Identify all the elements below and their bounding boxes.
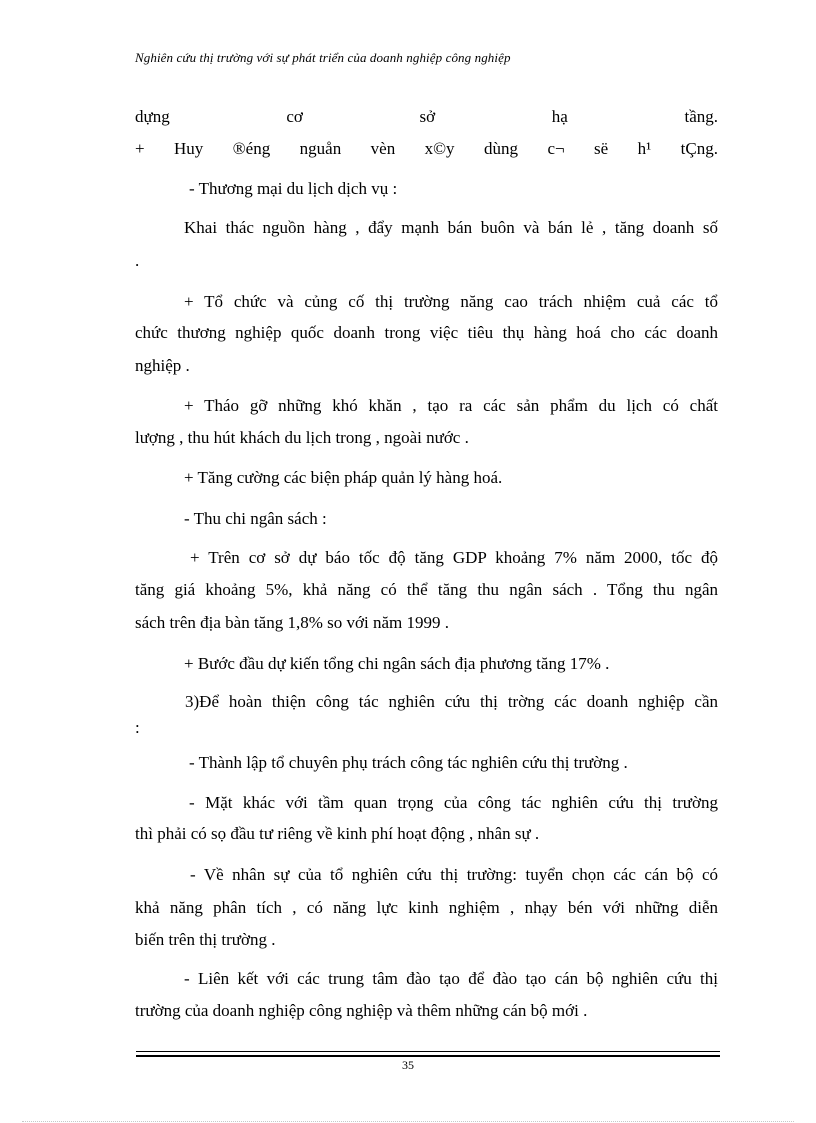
body-line: dựng cơ sở hạ tầng. [135, 107, 718, 126]
body-line: tăng giá khoảng 5%, khả năng có thể tăng thu ngân sách . Tổng thu ngân [135, 580, 718, 599]
body-line: sách trên địa bàn tăng 1,8% so với năm 1999 . [135, 613, 449, 632]
body-line: - Về nhân sự của tổ nghiên cứu thị trường: tuyển chọn các cán bộ có [190, 865, 718, 884]
footer-rule-top [136, 1051, 720, 1052]
body-line: - Thành lập tổ chuyên phụ trách công tác nghiên cứu thị trường . [189, 753, 628, 772]
body-line: + Bước đầu dự kiến tổng chi ngân sách địa phương tăng 17% . [184, 654, 610, 673]
body-line: + Huy ®éng nguån vèn x©y dùng c¬ së h¹ tÇng. [135, 139, 718, 158]
body-line: trường của doanh nghiệp công nghiệp và thêm những cán bộ mới . [135, 1001, 588, 1020]
page-number: 35 [402, 1058, 414, 1072]
footer-rule-bottom [136, 1055, 720, 1057]
body-line: khả năng phân tích , có năng lực kinh nghiệm , nhạy bén với những diễn [135, 898, 718, 917]
body-line: + Tăng cường các biện pháp quản lý hàng hoá. [184, 468, 503, 487]
body-line: + Trên cơ sở dự báo tốc độ tăng GDP khoảng 7% năm 2000, tốc độ [190, 548, 718, 567]
page-edge-divider [22, 1121, 794, 1122]
body-line: + Tháo gỡ những khó khăn , tạo ra các sản phẩm du lịch có chất [184, 396, 718, 415]
body-line: . [135, 251, 140, 270]
body-line: + Tổ chức và củng cố thị trường năng cao trách nhiệm cuả các tổ [184, 292, 718, 311]
running-header: Nghiên cứu thị trường với sự phát triển của doanh nghiệp công nghiệp [135, 50, 511, 65]
body-line: biến trên thị trường . [135, 930, 276, 949]
body-line: - Mặt khác với tầm quan trọng của công tác nghiên cứu thị trường [189, 793, 718, 812]
body-line: Khai thác nguồn hàng , đẩy mạnh bán buôn và bán lẻ , tăng doanh số [184, 218, 718, 237]
body-line: nghiệp . [135, 356, 190, 375]
body-line: lượng , thu hút khách du lịch trong , ngoài nước . [135, 428, 469, 447]
body-line: chức thương nghiệp quốc doanh trong việc tiêu thụ hàng hoá cho các doanh [135, 323, 718, 342]
body-line: thì phải có sọ đầu tư riêng về kinh phí hoạt động , nhân sự . [135, 824, 540, 843]
body-line: - Thương mại du lịch dịch vụ : [189, 179, 398, 198]
body-line: : [135, 718, 140, 737]
body-line: - Liên kết với các trung tâm đào tạo để đào tạo cán bộ nghiên cứu thị [184, 969, 718, 988]
body-line: - Thu chi ngân sách : [184, 509, 327, 528]
body-line: 3)Để hoàn thiện công tác nghiên cứu thị trờng các doanh nghiệp cần [185, 692, 718, 711]
